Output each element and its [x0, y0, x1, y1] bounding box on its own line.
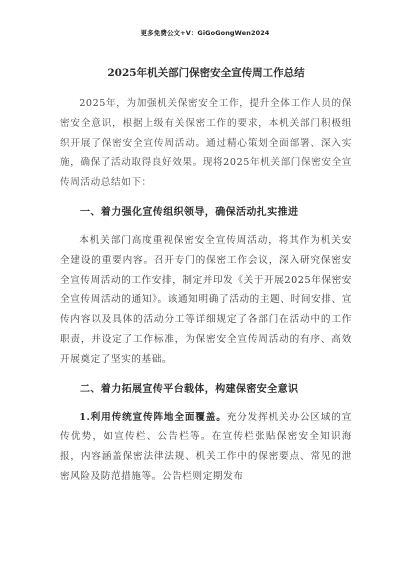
- intro-paragraph: 2025年，为加强机关保密安全工作，提升全体工作人员的保密安全意识，根据上级有关保密工作的要求，本机关部门积极组织开展了保密安全宣传周活动。通过精心策划全面部署、深入实施，确保了活动取得良好效果。现将2025年机关部门保密安全宣传周活动总结如下：: [60, 98, 352, 189]
- section-2-paragraph: [60, 408, 352, 487]
- header-note: 更多免费公文+V：GiGoGongWen2024: [140, 29, 270, 37]
- section-2-heading: 二、着力拓展宣传平台载体，构建保密安全意识: [80, 383, 299, 395]
- subsection-1-body: 充分发挥机关办公区域的宣传优势，如宣传栏、公告栏等。在宣传栏张贴保密安全知识海报，内容涵盖保密法律法规、机关工作中的保密要点、常见的泄密风险及防范措施等。公告栏则定期发布: [60, 411, 352, 482]
- subsection-1-lead: 1.利用传统宣传阵地全面覆盖。: [79, 411, 227, 423]
- section-1-heading: 一、着力强化宣传组织领导，确保活动扎实推进: [80, 206, 299, 218]
- document-title: 2025年机关部门保密安全宣传周工作总结: [107, 67, 305, 79]
- document-body: [60, 66, 352, 487]
- section-1-paragraph: 本机关部门高度重视保密安全宣传周活动，将其作为机关安全建设的重要内容。召开专门的保密工作会议，深入研究保密安全宣传周活动的工作安排，制定并印发《关于开展2025年保密安全宣传周活动的通知》。该通知明确了活动的主题、时间安排、宣传内容以及具体的活动分工等详细规定了各部门在活动中的工作职责，并设定了工作标准，为保密安全宣传周活动的有序、高效开展奠定了坚实的基础。: [60, 234, 352, 365]
